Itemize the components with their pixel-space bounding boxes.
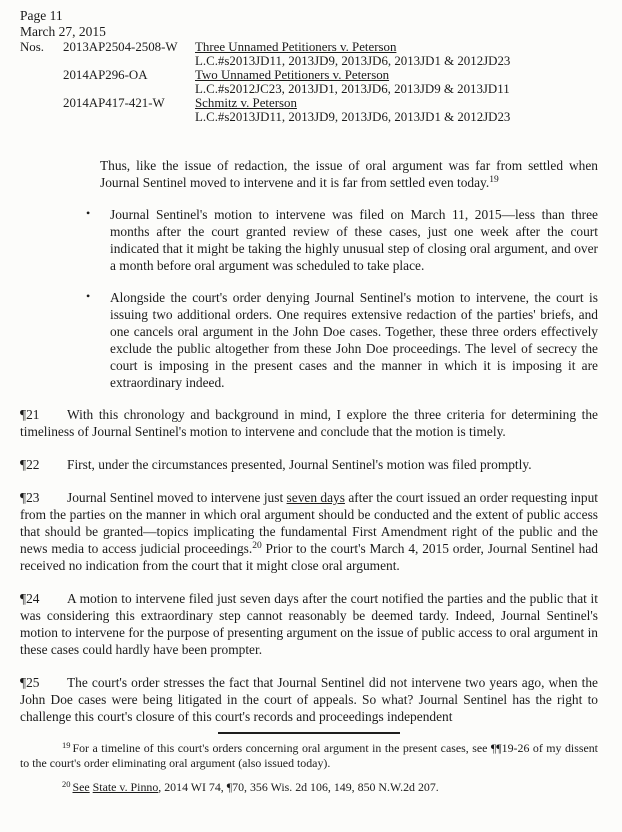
paragraph-number: ¶21 bbox=[20, 407, 40, 422]
case-name: Three Unnamed Petitioners v. Peterson bbox=[195, 40, 397, 54]
case-number: 2013AP2504-2508-W bbox=[63, 40, 178, 54]
footnote-19: $^{19}$ For a timeline of this court's orders concerning oral argument in the present cases, see ¶¶19-26 of my dissent to the court's order eliminating oral argument (also issued today). bbox=[20, 739, 598, 770]
bullet-icon: • bbox=[86, 289, 91, 303]
paragraph-number: ¶25 bbox=[20, 675, 40, 690]
case-citation-name: State v. Pinno bbox=[92, 779, 159, 794]
nos-label: Nos. bbox=[20, 40, 44, 54]
case-number: 2014AP417-421-W bbox=[63, 96, 165, 110]
page-number: Page 11 bbox=[20, 8, 63, 23]
footnote-reference-19: 19 bbox=[489, 175, 499, 185]
footnote-20: $^{20}$ See State v. Pinno, 2014 WI 74, ¶70, 356 Wis. 2d 106, 149, 850 N.W.2d 207. bbox=[62, 778, 439, 794]
paragraph-23: ¶23 Journal Sentinel moved to intervene just seven days after the court issued an order requesting input from the parties on the manner in which oral argument should be conducted and the extent of public access that should be granted—topics implicating the fundamental First Amendment right of the public and the news media to access judicial proceedings.$^{20}$ Prior to the court's March 4, 2015 order, Journal Sentinel had received no indication from the court that it might close oral argument. bbox=[20, 490, 598, 573]
case-lc-numbers: L.C.#s2012JC23, 2013JD1, 2013JD6, 2013JD9 & 2013JD11 bbox=[195, 82, 510, 96]
case-caption-table bbox=[20, 40, 598, 124]
bullet-icon: • bbox=[86, 206, 91, 220]
footnote-marker: 19 bbox=[62, 739, 71, 750]
paragraph-21: ¶21 With this chronology and background in mind, I explore the three criteria for determining the timeliness of Journal Sentinel's motion to intervene and conclude that the motion is timely. bbox=[20, 407, 598, 439]
paragraph-number: ¶22 bbox=[20, 457, 40, 472]
underlined-phrase: seven days bbox=[286, 490, 345, 505]
footnote-reference-20: 20 bbox=[252, 541, 262, 551]
list-item: • Alongside the court's order denying Journal Sentinel's motion to intervene, the court is issuing two additional orders. One requires extensive redaction of the parties' briefs, and one cancels oral argument in the John Doe cases. Together, these three orders effectively exclude the public altogether from these John Doe proceedings. The level of secrecy the court is imposing in the present cases and the manner in which it is imposing it are extraordinary indeed. bbox=[86, 289, 598, 390]
paragraph-22: ¶22 First, under the circumstances presented, Journal Sentinel's motion was filed promptly. bbox=[20, 457, 532, 472]
document-date: March 27, 2015 bbox=[20, 24, 106, 39]
paragraph-number: ¶23 bbox=[20, 490, 40, 505]
list-item: • Journal Sentinel's motion to intervene was filed on March 11, 2015—less than three months after the court granted review of these cases, just one week after the court indicated that it might be taking the highly unusual step of closing oral argument, and over a month before oral argument was scheduled to take place. bbox=[86, 206, 598, 273]
block-quote: Thus, like the issue of redaction, the issue of oral argument was far from settled when Journal Sentinel moved to intervene and it is far from settled even today.$^{19}$ bbox=[100, 158, 598, 190]
footnote-separator bbox=[218, 732, 400, 734]
footnote-marker: 20 bbox=[62, 778, 71, 789]
case-lc-numbers: L.C.#s2013JD11, 2013JD9, 2013JD6, 2013JD1 & 2012JD23 bbox=[195, 54, 511, 68]
case-name: Two Unnamed Petitioners v. Peterson bbox=[195, 68, 390, 82]
paragraph-24: ¶24 A motion to intervene filed just seven days after the court notified the parties and the public that it was considering this extraordinary step cannot reasonably be deemed tardy. Indeed, Journal Sentinel's motion to intervene for the purpose of presenting argument on the issue of public access to oral argument in these cases could hardly have been prompter. bbox=[20, 591, 598, 657]
case-name: Schmitz v. Peterson bbox=[195, 96, 297, 110]
paragraph-25: ¶25 The court's order stresses the fact that Journal Sentinel did not intervene two years ago, when the John Doe cases were being litigated in the court of appeals. So what? Journal Sentinel has the right to challenge this court's closure of this court's records and proceedings independent bbox=[20, 675, 598, 724]
case-lc-numbers: L.C.#s2013JD11, 2013JD9, 2013JD6, 2013JD1 & 2012JD23 bbox=[195, 110, 511, 124]
paragraph-number: ¶24 bbox=[20, 591, 40, 606]
citation-signal: See bbox=[72, 779, 90, 794]
case-number: 2014AP296-OA bbox=[63, 68, 148, 82]
